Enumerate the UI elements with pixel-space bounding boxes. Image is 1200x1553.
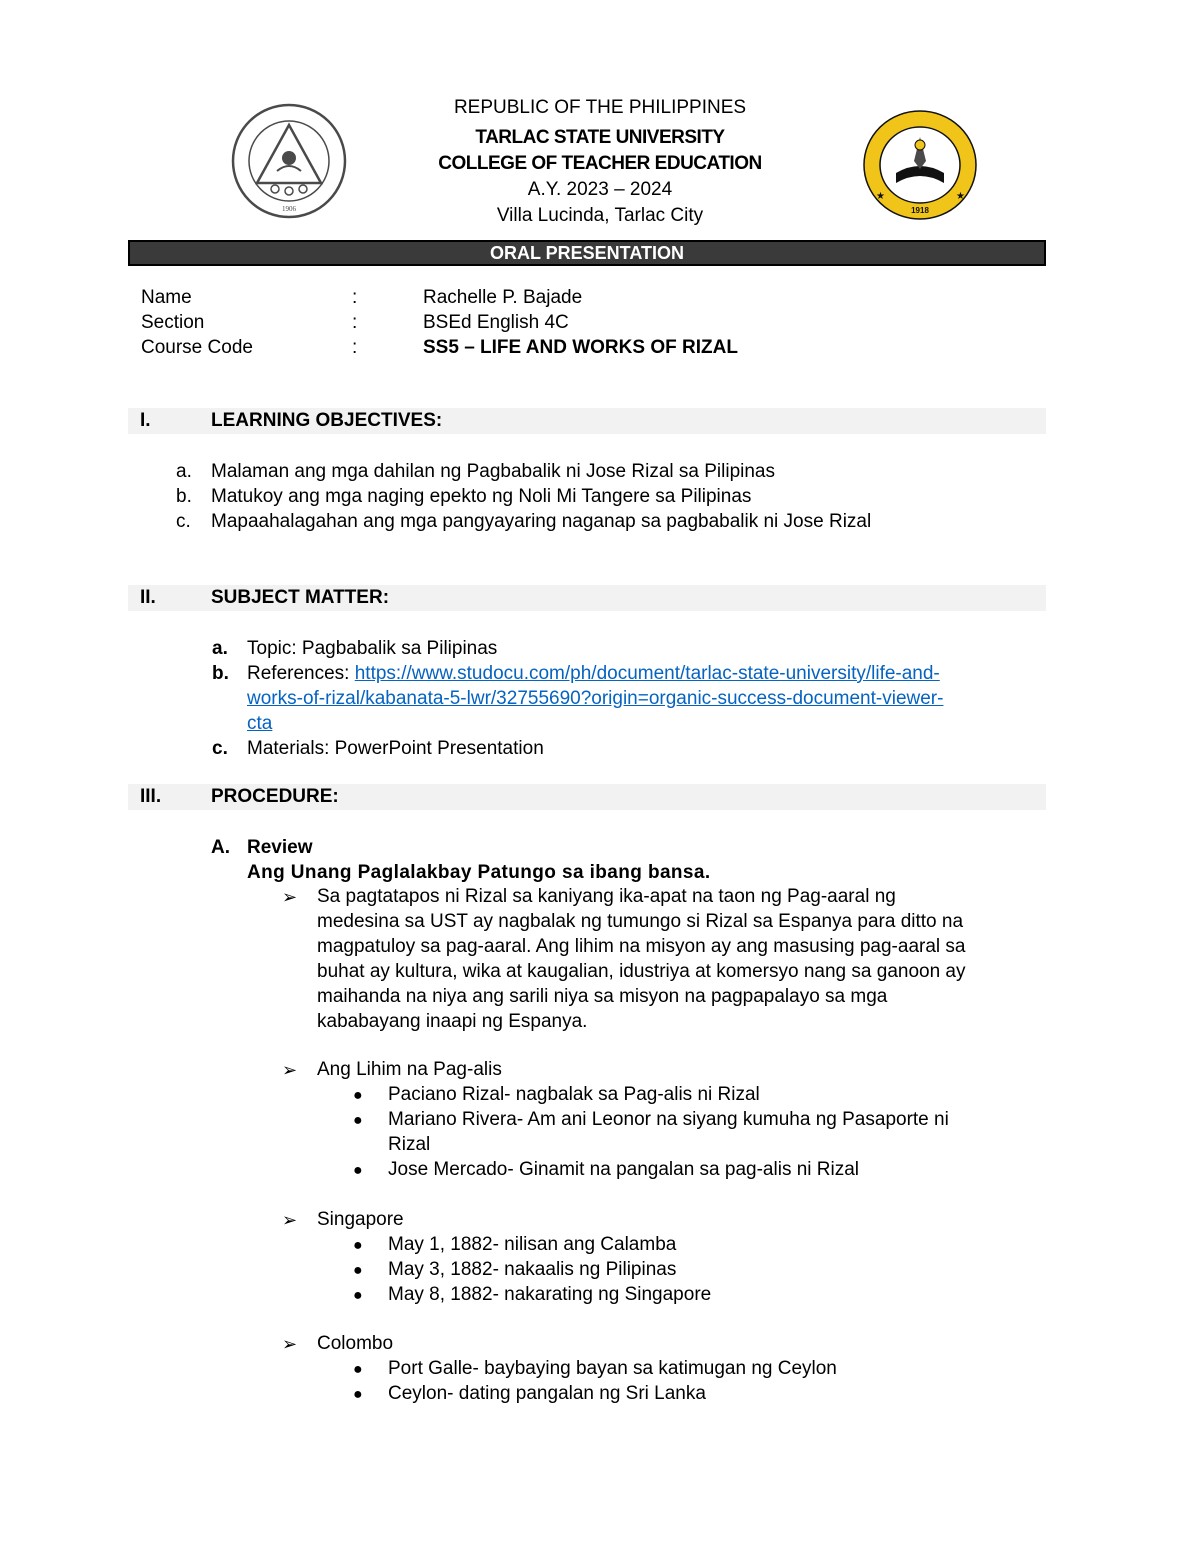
arrow-bullet-icon: ➢ (282, 1210, 298, 1230)
reference-link-line (247, 713, 272, 735)
review-subtitle: Ang Unang Paglalakbay Patungo sa ibang bansa. (247, 862, 711, 883)
objective-item: Matukoy ang mga naging epekto ng Noli Mi Tangere sa Pilipinas (211, 486, 752, 507)
reference-link-line (247, 688, 943, 710)
subject-marker: c. (212, 738, 228, 759)
subject-materials: Materials: PowerPoint Presentation (247, 738, 544, 759)
colombo-item: Ceylon- dating pangalan ng Sri Lanka (388, 1383, 706, 1404)
lihim-item: Mariano Rivera- Am ani Leonor na siyang kumuha ng Pasaporte ni (388, 1109, 949, 1130)
oral-presentation-title: ORAL PRESENTATION (128, 240, 1046, 266)
reference-link[interactable]: works-of-rizal/kabanata-5-lwr/32755690?origin=organic-success-document-viewer- (247, 688, 944, 709)
republic-heading: REPUBLIC OF THE PHILIPPINES (453, 97, 747, 118)
college-name: COLLEGE OF TEACHER EDUCATION (438, 153, 762, 174)
section-number: II. (140, 587, 156, 608)
section-title: LEARNING OBJECTIVES: (211, 410, 443, 431)
bullet-icon: ● (353, 1361, 363, 1378)
bullet-icon: ● (353, 1287, 363, 1304)
section-header-procedure (128, 784, 1046, 810)
arrow-bullet-icon: ➢ (282, 887, 298, 907)
svg-text:1906: 1906 (282, 205, 296, 213)
singapore-item: May 8, 1882- nakarating ng Singapore (388, 1284, 712, 1305)
singapore-item: May 1, 1882- nilisan ang Calamba (388, 1234, 677, 1255)
university-name: TARLAC STATE UNIVERSITY (475, 127, 725, 148)
singapore-title: Singapore (317, 1209, 404, 1230)
info-label-name: Name (141, 287, 192, 308)
reference-link[interactable]: cta (247, 713, 273, 734)
bullet-icon: ● (353, 1112, 363, 1129)
references-label: References: (247, 663, 355, 684)
bullet-icon: ● (353, 1087, 363, 1104)
section-number: III. (140, 786, 162, 807)
arrow-bullet-icon: ➢ (282, 1334, 298, 1354)
subject-marker: b. (212, 663, 229, 684)
singapore-item: May 3, 1882- nakaalis ng Pilipinas (388, 1259, 677, 1280)
section-title: SUBJECT MATTER: (211, 587, 390, 608)
bullet-icon: ● (353, 1237, 363, 1254)
info-colon: : (352, 312, 358, 333)
info-colon: : (352, 337, 358, 358)
review-title: Review (247, 837, 313, 858)
info-label-course-code: Course Code (141, 337, 253, 358)
objective-item: Malaman ang mga dahilan ng Pagbabalik ni Jose Rizal sa Pilipinas (211, 461, 775, 482)
location: Villa Lucinda, Tarlac City (496, 205, 704, 226)
subject-references (247, 663, 940, 685)
academic-year: A.Y. 2023 – 2024 (527, 179, 673, 200)
bullet-icon: ● (353, 1162, 363, 1179)
section-header-subject-matter (128, 585, 1046, 611)
svg-text:★: ★ (876, 191, 885, 202)
section-title: PROCEDURE: (211, 786, 339, 807)
info-value-section: BSEd English 4C (423, 312, 569, 333)
lihim-item: Jose Mercado- Ginamit na pangalan sa pag-alis ni Rizal (388, 1159, 860, 1180)
info-value-name: Rachelle P. Bajade (423, 287, 583, 308)
reference-link[interactable]: https://www.studocu.com/ph/document/tarlac-state-university/life-and- (354, 663, 940, 684)
subject-topic: Topic: Pagbabalik sa Pilipinas (247, 638, 498, 659)
section-number: I. (140, 410, 151, 431)
colombo-item: Port Galle- baybaying bayan sa katimugan ng Ceylon (388, 1358, 837, 1379)
svg-text:1918: 1918 (911, 206, 929, 215)
lihim-item: Paciano Rizal- nagbalak sa Pag-alis ni Rizal (388, 1084, 760, 1105)
colombo-title: Colombo (317, 1333, 394, 1354)
section-header-objectives (128, 408, 1046, 434)
lihim-item-continued: Rizal (388, 1134, 431, 1155)
info-colon: : (352, 287, 358, 308)
objective-marker: a. (176, 461, 192, 482)
review-paragraph-line: kababayang inaapi ng Espanya. (317, 1011, 588, 1032)
lihim-title: Ang Lihim na Pag-alis (317, 1059, 502, 1080)
objective-marker: b. (176, 486, 192, 507)
objective-item: Mapaahalagahan ang mga pangyayaring naganap sa pagbabalik ni Jose Rizal (211, 511, 872, 532)
review-paragraph-line: Sa pagtatapos ni Rizal sa kaniyang ika-apat na taon ng Pag-aaral ng (317, 886, 896, 907)
review-paragraph-line: magpatuloy sa pag-aaral. Ang lihim na misyon ay ang masusing pag-aaral sa (317, 936, 966, 957)
objective-marker: c. (176, 511, 191, 532)
procedure-marker: A. (211, 837, 230, 858)
review-paragraph-line: buhat ay kultura, wika at kaugalian, idustriya at komersyo nang sa ganoon ay (317, 961, 966, 982)
arrow-bullet-icon: ➢ (282, 1060, 298, 1080)
svg-text:★: ★ (956, 191, 965, 202)
bullet-icon: ● (353, 1386, 363, 1403)
review-paragraph-line: maihanda na niya ang sarili niya sa misyon na pagpapalayo sa mga (317, 986, 888, 1007)
review-paragraph-line: medesina sa UST ay nagbalak ng tumungo si Rizal sa Espanya para ditto na (317, 911, 964, 932)
subject-marker: a. (212, 638, 228, 659)
bullet-icon: ● (353, 1262, 363, 1279)
info-label-section: Section (141, 312, 205, 333)
info-value-course-code: SS5 – LIFE AND WORKS OF RIZAL (423, 337, 738, 358)
